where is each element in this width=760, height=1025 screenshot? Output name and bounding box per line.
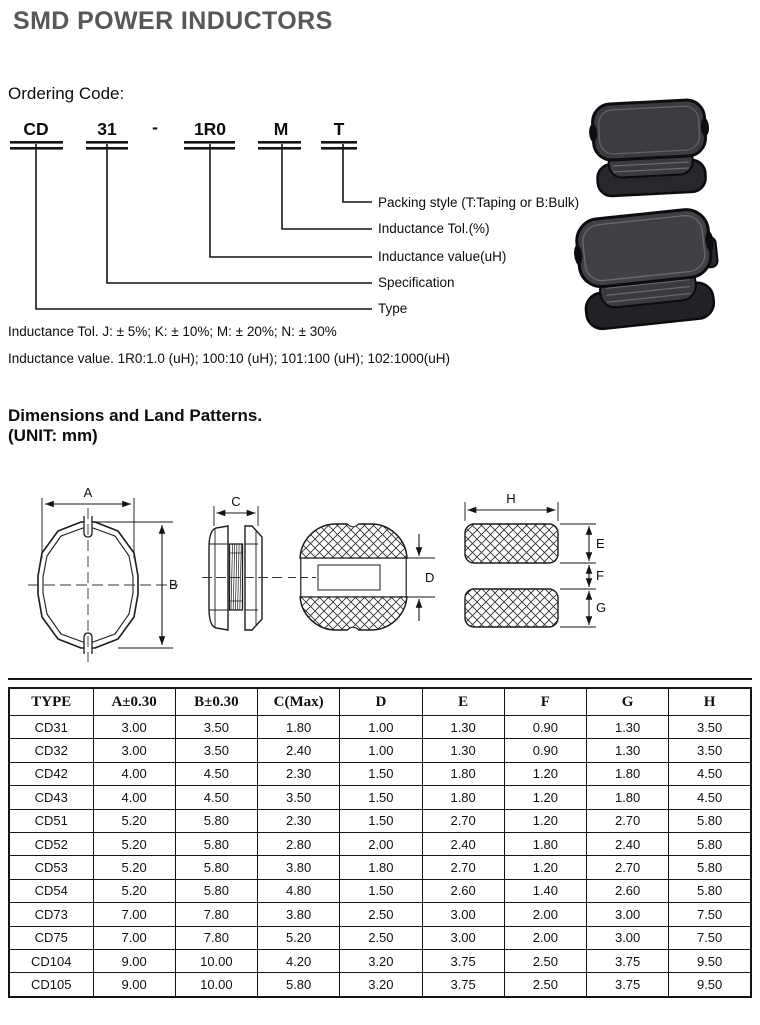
cell: 2.40 xyxy=(587,832,669,855)
table-row xyxy=(9,926,751,949)
cell: 1.50 xyxy=(340,762,422,785)
cell: 1.00 xyxy=(340,716,422,739)
column-header: TYPE xyxy=(9,688,93,716)
cell: 3.75 xyxy=(587,973,669,997)
dimensions-heading-line1: Dimensions and Land Patterns. xyxy=(8,406,263,425)
cell: 4.00 xyxy=(93,762,175,785)
cell: CD31 xyxy=(9,716,93,739)
code-connectors xyxy=(36,144,372,309)
cell: 5.80 xyxy=(175,879,257,902)
cell: 5.20 xyxy=(93,832,175,855)
cell: 3.00 xyxy=(422,903,504,926)
cell: 2.50 xyxy=(340,926,422,949)
table-row xyxy=(9,973,751,997)
cell: 5.80 xyxy=(175,832,257,855)
cell: 5.20 xyxy=(258,926,340,949)
product-photo-bottom xyxy=(571,207,724,331)
cell: CD54 xyxy=(9,879,93,902)
cell: 7.50 xyxy=(669,903,751,926)
cell: 9.50 xyxy=(669,949,751,972)
table-row xyxy=(9,739,751,762)
cell: CD104 xyxy=(9,949,93,972)
cell: 1.80 xyxy=(587,786,669,809)
dimensions-heading xyxy=(8,406,262,446)
cell: 3.80 xyxy=(258,856,340,879)
cell: CD32 xyxy=(9,739,93,762)
cell: 2.70 xyxy=(422,856,504,879)
table-body xyxy=(9,716,751,998)
column-header: E xyxy=(422,688,504,716)
cell: 4.50 xyxy=(175,762,257,785)
ordering-code-heading: Ordering Code: xyxy=(8,84,125,103)
table-row xyxy=(9,949,751,972)
unit-note: (UNIT: mm) xyxy=(8,426,98,445)
table-row xyxy=(9,903,751,926)
cell: 2.80 xyxy=(258,832,340,855)
dim-label-H: H xyxy=(506,491,516,506)
dim-label-C: C xyxy=(231,494,241,509)
label-packing-style: Packing style (T:Taping or B:Bulk) xyxy=(378,195,580,210)
cell: 5.20 xyxy=(93,856,175,879)
cell: 0.90 xyxy=(504,716,586,739)
dim-label-G: G xyxy=(596,600,607,615)
cell: 5.80 xyxy=(669,809,751,832)
dim-label-A: A xyxy=(83,485,93,500)
technical-drawings xyxy=(0,458,760,676)
table-row xyxy=(9,809,751,832)
cell: 5.80 xyxy=(258,973,340,997)
code-part-type: CD xyxy=(23,119,49,139)
cell: 2.70 xyxy=(587,809,669,832)
cell: CD75 xyxy=(9,926,93,949)
cell: 3.00 xyxy=(422,926,504,949)
cell: 9.00 xyxy=(93,973,175,997)
column-header: D xyxy=(340,688,422,716)
table-row xyxy=(9,832,751,855)
cell: 2.00 xyxy=(340,832,422,855)
cell: 4.00 xyxy=(93,786,175,809)
cell: 2.30 xyxy=(258,809,340,832)
cell: 2.70 xyxy=(422,809,504,832)
cell: CD105 xyxy=(9,973,93,997)
side-view-drawing xyxy=(202,494,283,630)
cell: 1.80 xyxy=(422,786,504,809)
cell: 3.00 xyxy=(93,716,175,739)
column-header: F xyxy=(504,688,586,716)
table-row xyxy=(9,716,751,739)
cell: 3.50 xyxy=(669,739,751,762)
cell: 3.75 xyxy=(587,949,669,972)
top-view-drawing xyxy=(28,485,178,662)
cell: 1.50 xyxy=(340,879,422,902)
product-photos xyxy=(570,92,750,332)
land-pattern-drawing xyxy=(465,491,606,627)
table-row xyxy=(9,856,751,879)
cell: 3.00 xyxy=(587,903,669,926)
table-row xyxy=(9,786,751,809)
cell: 3.50 xyxy=(669,716,751,739)
dim-label-B: B xyxy=(169,577,178,592)
cell: 3.50 xyxy=(175,716,257,739)
cell: 10.00 xyxy=(175,973,257,997)
cell: 5.20 xyxy=(93,879,175,902)
cell: 5.80 xyxy=(669,879,751,902)
cell: 1.50 xyxy=(340,809,422,832)
code-part-tolerance: M xyxy=(273,119,289,139)
cell: 3.50 xyxy=(258,786,340,809)
table-row xyxy=(9,762,751,785)
table-row xyxy=(9,879,751,902)
cell: 4.50 xyxy=(175,786,257,809)
table-header xyxy=(9,688,751,716)
cell: 1.80 xyxy=(504,832,586,855)
cell: 1.80 xyxy=(258,716,340,739)
cell: 5.80 xyxy=(669,856,751,879)
cell: 10.00 xyxy=(175,949,257,972)
cell: 1.30 xyxy=(587,739,669,762)
code-part-specification: 31 xyxy=(97,119,117,139)
cell: 1.20 xyxy=(504,856,586,879)
column-header: A±0.30 xyxy=(93,688,175,716)
product-photo-top xyxy=(588,99,713,197)
cell: 4.20 xyxy=(258,949,340,972)
cell: 2.60 xyxy=(422,879,504,902)
cell: 2.00 xyxy=(504,903,586,926)
bottom-view-drawing xyxy=(288,516,435,639)
cell: 5.80 xyxy=(669,832,751,855)
column-header: H xyxy=(669,688,751,716)
label-type: Type xyxy=(378,301,408,316)
cell: 5.80 xyxy=(175,856,257,879)
cell: 1.30 xyxy=(422,716,504,739)
cell: 2.50 xyxy=(504,973,586,997)
cell: 3.75 xyxy=(422,949,504,972)
cell: 9.00 xyxy=(93,949,175,972)
table-top-rule xyxy=(8,678,752,680)
cell: 1.50 xyxy=(340,786,422,809)
cell: CD53 xyxy=(9,856,93,879)
cell: 1.20 xyxy=(504,786,586,809)
cell: 1.80 xyxy=(422,762,504,785)
label-specification: Specification xyxy=(378,275,455,290)
code-part-packing: T xyxy=(333,119,345,139)
cell: 4.50 xyxy=(669,762,751,785)
cell: 3.00 xyxy=(93,739,175,762)
cell: 7.80 xyxy=(175,903,257,926)
cell: 2.00 xyxy=(504,926,586,949)
cell: 9.50 xyxy=(669,973,751,997)
cell: 1.30 xyxy=(422,739,504,762)
cell: 3.75 xyxy=(422,973,504,997)
cell: 3.50 xyxy=(175,739,257,762)
cell: 5.80 xyxy=(175,809,257,832)
label-inductance-value: Inductance value(uH) xyxy=(378,249,507,264)
cell: 2.40 xyxy=(258,739,340,762)
cell: CD42 xyxy=(9,762,93,785)
cell: 7.50 xyxy=(669,926,751,949)
page-title: SMD POWER INDUCTORS xyxy=(13,7,333,35)
cell: 3.80 xyxy=(258,903,340,926)
cell: CD52 xyxy=(9,832,93,855)
dim-label-D: D xyxy=(425,570,435,585)
dim-label-F: F xyxy=(596,568,604,583)
cell: 1.00 xyxy=(340,739,422,762)
cell: 0.90 xyxy=(504,739,586,762)
column-header: B±0.30 xyxy=(175,688,257,716)
cell: 1.40 xyxy=(504,879,586,902)
cell: 2.40 xyxy=(422,832,504,855)
value-note: Inductance value. 1R0:1.0 (uH); 100:10 (uH); 101:100 (uH); 102:1000(uH) xyxy=(8,351,451,366)
cell: 2.30 xyxy=(258,762,340,785)
cell: CD73 xyxy=(9,903,93,926)
dim-label-E: E xyxy=(596,536,605,551)
cell: 2.50 xyxy=(340,903,422,926)
label-inductance-tol: Inductance Tol.(%) xyxy=(378,221,490,236)
cell: CD43 xyxy=(9,786,93,809)
dimensions-table xyxy=(8,687,752,998)
cell: 4.50 xyxy=(669,786,751,809)
cell: 2.50 xyxy=(504,949,586,972)
cell: 1.80 xyxy=(587,762,669,785)
cell: 4.80 xyxy=(258,879,340,902)
cell: 1.20 xyxy=(504,809,586,832)
column-header: G xyxy=(587,688,669,716)
ordering-code-lines xyxy=(0,108,600,323)
cell: 2.60 xyxy=(587,879,669,902)
cell: 1.20 xyxy=(504,762,586,785)
cell: 7.80 xyxy=(175,926,257,949)
cell: 5.20 xyxy=(93,809,175,832)
cell: 1.80 xyxy=(340,856,422,879)
cell: 7.00 xyxy=(93,903,175,926)
tolerance-note: Inductance Tol. J: ± 5%; K: ± 10%; M: ± 20%; N: ± 30% xyxy=(8,324,337,339)
cell: 3.20 xyxy=(340,949,422,972)
cell: 3.20 xyxy=(340,973,422,997)
column-header: C(Max) xyxy=(258,688,340,716)
code-underlines xyxy=(10,141,357,150)
cell: CD51 xyxy=(9,809,93,832)
cell: 1.30 xyxy=(587,716,669,739)
code-part-value: 1R0 xyxy=(193,119,227,139)
cell: 2.70 xyxy=(587,856,669,879)
code-part-dash: - xyxy=(152,117,158,137)
cell: 3.00 xyxy=(587,926,669,949)
cell: 7.00 xyxy=(93,926,175,949)
